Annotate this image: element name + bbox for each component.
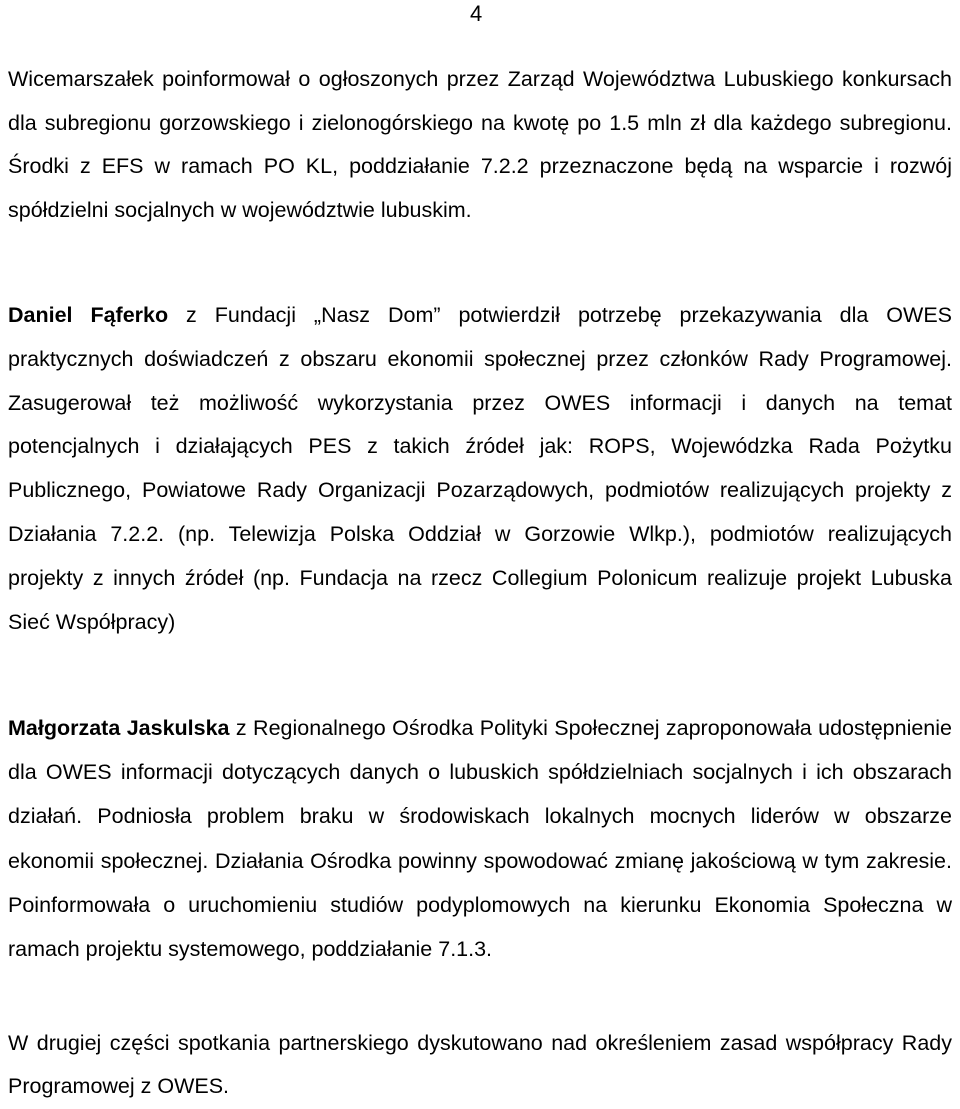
paragraph-text: z Fundacji „Nasz Dom” potwierdził potrzebę przekazywania dla OWES praktycznych doświadczeń z obszaru ekonomii społecznej przez członków Rady Programowej. Zasugerował też możliwość wykorzystania przez OWES informacji i danych na temat potencjalnych i działających PES z takich źródeł jak: ROPS, Wojewódzka Rada Pożytku Publicznego, Powiatowe Rady Organizacji Pozarządowych, podmiotów realizujących projekty z Działania 7.2.2. (np. Telewizja Polska Oddział w Gorzowie Wlkp.), podmiotów realizujących projekty z innych źródeł (np. Fundacja na rzecz Collegium Polonicum realizuje projekt Lubuska Sieć Współpracy) xyxy=(8,303,952,634)
page-number: 4 xyxy=(470,1,483,26)
paragraph-text: z Regionalnego Ośrodka Polityki Społecznej zaproponowała udostępnienie dla OWES informacji dotyczących danych o lubuskich spółdzielniach socjalnych i ich obszarach działań. Podniosła problem braku w środowiskach lokalnych mocnych liderów w obszarze ekonomii społecznej. Działania Ośrodka powinny spowodować zmianę jakościową w tym zakresie. Poinformowała o uruchomieniu studiów podyplomowych na kierunku Ekonomia Społeczna w ramach projektu systemowego, poddziałanie 7.1.3. xyxy=(8,716,952,962)
paragraph-faferko-statement xyxy=(8,294,952,644)
speaker-name: Małgorzata Jaskulska xyxy=(8,716,230,740)
paragraph-vice-marshal-announcement xyxy=(8,58,952,232)
speaker-name: Daniel Fąferko xyxy=(8,303,169,327)
paragraph-text: W drugiej części spotkania partnerskiego dyskutowano nad określeniem zasad współpracy Rady Programowej z OWES. xyxy=(8,1031,952,1098)
paragraph-second-part-discussion xyxy=(8,1022,952,1108)
paragraph-jaskulska-statement xyxy=(8,706,952,971)
paragraph-text: Wicemarszałek poinformował o ogłoszonych przez Zarząd Województwa Lubuskiego konkursach dla subregionu gorzowskiego i zielonogórskiego na kwotę po 1.5 mln zł dla każdego subregionu. Środki z EFS w ramach PO KL, poddziałanie 7.2.2 przeznaczone będą na wsparcie i rozwój spółdzielni socjalnych w województwie lubuskim. xyxy=(8,67,952,222)
